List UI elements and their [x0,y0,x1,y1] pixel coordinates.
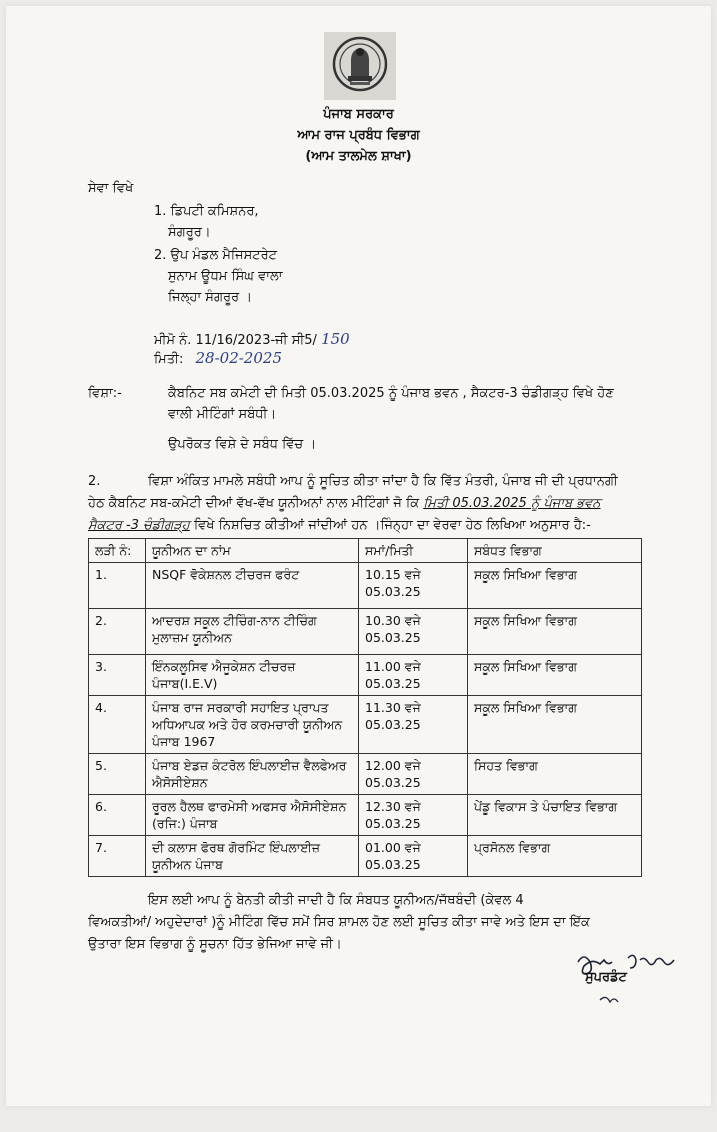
cell-department: ਸਕੂਲ ਸਿਖਿਆ ਵਿਭਾਗ [468,563,642,609]
branch-heading: (ਆਮ ਤਾਲਮੇਲ ਸ਼ਾਖਾ) [305,149,412,164]
cell-time: 01.00 ਵਜੇ [365,840,421,855]
memo-number-label: ਮੀਮੋ ਨੰ. 11/16/2023-ਜੀ ਸੀ5/ [154,333,317,348]
header-union: ਯੂਨੀਅਨ ਦਾ ਨਾਂਮ [146,539,359,563]
cell-department: ਪੇਂਡੂ ਵਿਕਾਸ ਤੇ ਪੰਚਾਇਤ ਵਿਭਾਗ [468,795,642,836]
cell-union: ਦੀ ਕਲਾਸ ਫੋਰਥ ਗੋਰਮਿੰਟ ਇੰਪਲਾਈਜ਼ ਯੂਨੀਅਨ ਪੰਜਾਬ [146,836,359,877]
memo-number [154,330,350,348]
cell-time-date [359,609,468,655]
meetings-table [88,538,642,877]
cell-department: ਸਕੂਲ ਸਿਖਿਆ ਵਿਭਾਗ [468,696,642,754]
table-row [89,696,642,754]
cell-serial: 7. [89,836,146,877]
memo-date-handwritten: 28-02-2025 [195,349,282,367]
recipient-2-line-3: ਜਿਲ੍ਹਾ ਸੰਗਰੂਰ । [168,290,253,305]
subject-label: ਵਿਸ਼ਾ:- [88,386,122,401]
closing-line-2: ਵਿਅਕਤੀਆਂ/ ਅਹੁਦੇਦਾਰਾਂ )ਨੂੰ ਮੀਟਿੰਗ ਵਿੱਚ ਸਮੇਂ ਸਿਰ ਸ਼ਾਮਲ ਹੋਣ ਲਈ ਸੂਚਿਤ ਕੀਤਾ ਜਾਵੇ ਅਤੇ ਇਸ ਦਾ ਇੱਕ [88,915,590,930]
cell-time: 12.00 ਵਜੇ [365,758,421,773]
para-2-number: 2. [88,474,101,489]
government-emblem-icon [320,30,400,102]
cell-serial: 3. [89,655,146,696]
closing-line-3: ਉਤਾਰਾ ਇਸ ਵਿਭਾਗ ਨੂੰ ਸੂਚਨਾ ਹਿੱਤ ਭੇਜਿਆ ਜਾਵੇ ਜੀ। [88,937,342,952]
cell-union: ਪੰਜਾਬ ਏਡਜ਼ ਕੰਟਰੋਲ ਇੰਪਲਾਈਜ਼ ਵੈਲਫੇਅਰ ਐਸੋਸੀਏਸ਼ਨ [146,754,359,795]
signatory-designation: ਸੁਪਰਡੰਟ [585,970,627,985]
para-2-line-3 [88,518,591,533]
recipient-2-line-2: ਸੁਨਾਮ ਊਧਮ ਸਿੰਘ ਵਾਲਾ [168,269,283,284]
recipient-1-line-1: 1. ਡਿਪਟੀ ਕਮਿਸ਼ਨਰ, [154,204,259,219]
meeting-sector: ਸੈਕਟਰ -3 ਚੰਡੀਗੜ੍ਹ [88,518,190,533]
cell-date: 05.03.25 [365,775,421,790]
cell-union: ਪੰਜਾਬ ਰਾਜ ਸਰਕਾਰੀ ਸਹਾਇਤ ਪ੍ਰਾਪਤ ਅਧਿਆਪਕ ਅਤੇ ਹੋਰ ਕਰਮਚਾਰੀ ਯੂਨੀਅਨ ਪੰਜਾਬ 1967 [146,696,359,754]
govt-heading: ਪੰਜਾਬ ਸਰਕਾਰ [323,107,394,122]
cell-date: 05.03.25 [365,816,421,831]
para-2-line-3-text: ਵਿਖੇ ਨਿਸ਼ਚਿਤ ਕੀਤੀਆਂ ਜਾਂਦੀਆਂ ਹਨ ।ਜਿੰਨ੍ਹਾ ਦਾ ਵੇਰਵਾ ਹੇਠ ਲਿਖਿਆ ਅਨੁਸਾਰ ਹੈ:- [193,518,591,533]
header-time-date: ਸਮਾਂ/ਮਿਤੀ [359,539,468,563]
cell-time: 11.00 ਵਜੇ [365,659,421,674]
cell-union: ਆਦਰਸ਼ ਸਕੂਲ ਟੀਚਿੰਗ-ਨਾਨ ਟੀਚਿੰਗ ਮੁਲਾਜ਼ਮ ਯੂਨੀਅਨ [146,609,359,655]
recipients-label: ਸੇਵਾ ਵਿਖੇ [88,181,134,196]
cell-time: 10.30 ਵਜੇ [365,613,421,628]
table-row [89,754,642,795]
cell-date: 05.03.25 [365,857,421,872]
subject-line-2: ਵਾਲੀ ਮੀਟਿੰਗਾਂ ਸਬੰਧੀ। [168,407,277,422]
header-serial: ਲੜੀ ਨੰ: [89,539,146,563]
cell-serial: 6. [89,795,146,836]
memo-date [154,349,282,367]
memo-date-label: ਮਿਤੀ: [154,352,184,367]
cell-time: 11.30 ਵਜੇ [365,700,421,715]
cell-serial: 1. [89,563,146,609]
meeting-date-venue: ਮਿਤੀ 05.03.2025 ਨੂੰ ਪੰਜਾਬ ਭਵਨ [423,496,601,511]
recipient-1-line-2: ਸੰਗਰੂਰ। [168,225,211,240]
cell-department: ਸਕੂਲ ਸਿਖਿਆ ਵਿਭਾਗ [468,655,642,696]
cell-date: 05.03.25 [365,584,421,599]
cell-date: 05.03.25 [365,717,421,732]
closing-line-1: ਇਸ ਲਈ ਆਪ ਨੂੰ ਬੇਨਤੀ ਕੀਤੀ ਜਾਦੀ ਹੈ ਕਿ ਸੰਬਧਤ ਯੂਨੀਅਨ/ਜੱਥਬੰਦੀ (ਕੇਵਲ 4 [148,893,524,908]
reference-line: ਉਪਰੋਕਤ ਵਿਸ਼ੇ ਦੇ ਸਬੰਧ ਵਿੱਚ । [168,437,317,452]
department-heading: ਆਮ ਰਾਜ ਪ੍ਰਬੰਧ ਵਿਭਾਗ [297,128,420,143]
header-department: ਸਬੰਧਤ ਵਿਭਾਗ [468,539,642,563]
cell-time: 10.15 ਵਜੇ [365,567,421,582]
cell-serial: 2. [89,609,146,655]
cell-time: 12.30 ਵਜੇ [365,799,421,814]
cell-date: 05.03.25 [365,630,421,645]
cell-serial: 4. [89,696,146,754]
cell-department: ਸਕੂਲ ਸਿਖਿਆ ਵਿਭਾਗ [468,609,642,655]
cell-union: ਇੰਨਕਲੂਸਿਵ ਐਜੂਕੇਸ਼ਨ ਟੀਚਰਜ਼ ਪੰਜਾਬ(I.E.V) [146,655,359,696]
para-2-line-2-text: ਹੇਠ ਕੈਬਨਿਟ ਸਬ-ਕਮੇਟੀ ਦੀਆਂ ਵੱਖ-ਵੱਖ ਯੂਨੀਅਨਾਂ ਨਾਲ ਮੀਟਿੰਗਾਂ ਜੋ ਕਿ [88,496,420,511]
cell-time-date [359,754,468,795]
table-header-row [89,539,642,563]
cell-department: ਸਿਹਤ ਵਿਭਾਗ [468,754,642,795]
cell-time-date [359,836,468,877]
table-row [89,795,642,836]
table-row [89,609,642,655]
para-2-line-2 [88,496,601,511]
table-row [89,655,642,696]
subject-line-1: ਕੈਬਨਿਟ ਸਬ ਕਮੇਟੀ ਦੀ ਮਿਤੀ 05.03.2025 ਨੂੰ ਪੰਜਾਬ ਭਵਨ , ਸੈਕਟਰ-3 ਚੰਡੀਗੜ੍ਹ ਵਿਖੇ ਹੋਣ [168,386,614,401]
cell-time-date [359,655,468,696]
cell-serial: 5. [89,754,146,795]
para-2-line-1: ਵਿਸ਼ਾ ਅੰਕਿਤ ਮਾਮਲੇ ਸਬੰਧੀ ਆਪ ਨੂੰ ਸੂਚਿਤ ਕੀਤਾ ਜਾਂਦਾ ਹੈ ਕਿ ਵਿੱਤ ਮੰਤਰੀ, ਪੰਜਾਬ ਜੀ ਦੀ ਪ੍ਰਧਾਨਗੀ [148,474,618,489]
cell-time-date [359,563,468,609]
cell-union: NSQF ਵੋਕੇਸ਼ਨਲ ਟੀਚਰਜ ਫਰੰਟ [146,563,359,609]
memo-number-handwritten: 150 [321,330,350,348]
table-row [89,836,642,877]
recipient-2-line-1: 2. ਉਪ ਮੰਡਲ ਮੈਜਿਸਟਰੇਟ [154,248,277,263]
cell-time-date [359,696,468,754]
cell-time-date [359,795,468,836]
cell-department: ਪ੍ਰਸੋਨਲ ਵਿਭਾਗ [468,836,642,877]
cell-union: ਰੂਰਲ ਹੈਲਥ ਫਾਰਮੇਸੀ ਅਫਸਰ ਐਸੋਸੀਏਸ਼ਨ (ਰਜਿ:) ਪੰਜਾਬ [146,795,359,836]
cell-date: 05.03.25 [365,676,421,691]
table-row [89,563,642,609]
